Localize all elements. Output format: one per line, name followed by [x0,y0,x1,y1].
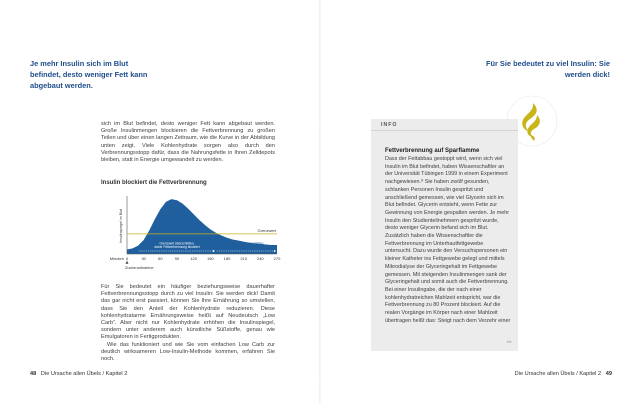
x-tick-label: 210 [240,256,248,261]
annotation-text: daher Fettverbrennung blockiert [154,245,200,250]
info-label: INFO [381,122,398,128]
threshold-label: Grenzwert [257,227,276,233]
left-footer [30,371,127,377]
sugar-intake-label: Zuckeraufnahme [125,266,154,270]
annotation-text: Grenzwert unterschritten, [228,241,265,246]
info-divider [371,130,518,131]
x-tick-label: 30 [141,256,146,261]
x-tick-label: 270 [273,256,281,261]
x-tick-label: 0 [125,256,129,261]
info-heading: Fettverbrennung auf Sparflamme [385,148,480,154]
info-text: Dass der Fettabbau gestoppt wird, wenn sich viel Insulin im Blut befindet, haben Wissenschaftler an der Universität Tübingen 1999 in einem Experiment nachgewiesen.⁸ Sie haben zwölf gesunden, schlanken Personen Insulin gespritzt und anschließend gemessen, wie viel Glycerin sich im Blut befindet. Glycerin entsteht, wenn Fette zur Gewinnung von Energie gespalten werden. Je mehr Insulin den Studienteilnehmern gespritzt wurde, desto weniger Glycerin befand sich im Blut. Zusätzlich haben die Wissenschaftler die Fettverbrennung im Unterhautfettgewebe untersucht. Dazu wurde den Versuchspersonen ein kleiner Katheter ins Fettgewebe gelegt und mittels Mikrodialyse der Glyceringehalt im Fettgewebe gemessen. Mit steigenden Insulinmengen sank der Glyceringehalt und somit auch die Fettverbrennung. Bei einer Insulingabe, die der nach einer kohlenhydratreichen Mahlzeit entspricht, war die Fettverbrennung zu 80 Prozent blockiert. Auf die realen Vorgänge im Körper nach einer Mahlzeit übertragen heißt das: Steigt nach dem Verzehr einer [385,156,511,324]
x-tick-label: 150 [206,256,214,261]
footer-text: Die Ursache allen Übels / Kapitel 2 [514,371,602,377]
annotation-text: Fettverbrennung möglich [228,245,265,250]
x-tick-label: 120 [190,256,198,261]
footer-text: Die Ursache allen Übels / Kapitel 2 [40,371,128,377]
x-axis-label: Minuten [109,256,124,261]
x-tick-label: 240 [256,256,264,261]
right-footer [515,371,612,377]
page-gutter [319,0,321,404]
chart-title: Insulin blockiert die Fettverbrennung [101,180,207,186]
x-tick-label: 90 [174,256,180,261]
left-body-text-top [101,121,275,164]
corner-mark: ▸▸ [506,339,512,345]
right-pull-quote: Für Sie bedeutet zu viel Insulin: Sie werden dick! [485,59,610,79]
paragraph: Wie das funktioniert und wie Sie vom einfachen Low Carb zur deutlich wirksameren Low-Insulin-Methode kommen, erfahren Sie noch. [101,341,275,363]
y-axis-label: Insulinspiegel im Blut [119,209,123,243]
info-box [371,119,518,351]
left-pull-quote: Je mehr Insulin sich im Blut befindet, desto weniger Fett kann abgebaut werden. [30,59,148,90]
paragraph: Für Sie bedeutet ein häufiger beziehungsweise dauerhafter Fettverbrennungsstopp durch zu viel Insulin: Sie werden dick! Damit das gar nicht erst passiert, können Sie Ihre Ernährung so umstellen, dass Sie den Anteil der Kohlenhydrate reduzieren. Diese kohlenhydratarme Ernährungsweise heißt auf Neudeutsch „Low Carb“. Aber nicht nur Kohlenhydrate erhöhen die Insulinspiegel, sondern unter anderem auch künstliche Süßstoffe, genau wie Emulgatoren in Fertigprodukten. [101,284,275,341]
insulin-chart [91,192,281,274]
page-number: 49 [605,371,612,377]
paragraph: sich im Blut befindet, desto weniger Fett kann abgebaut werden. Große Insulinmengen blockieren die Fettverbrennung zu großen Teilen und über einen langen Zeitraum, wie die Kurve in der Abbildung unten zeigt. Viele Kohlenhydrate sorgen also durch den Verbrennungsstopp dafür, dass die Nahrungsfette in Ihren Zelldepots bleiben, statt in Energie umgewandelt zu werden. [101,121,275,164]
x-tick-label: 60 [158,256,163,261]
page-number: 48 [30,371,37,377]
x-tick-label: 180 [223,256,231,261]
left-body-text-bottom [101,284,275,363]
annotation-text: Grenzwert überschritten, [159,241,195,246]
